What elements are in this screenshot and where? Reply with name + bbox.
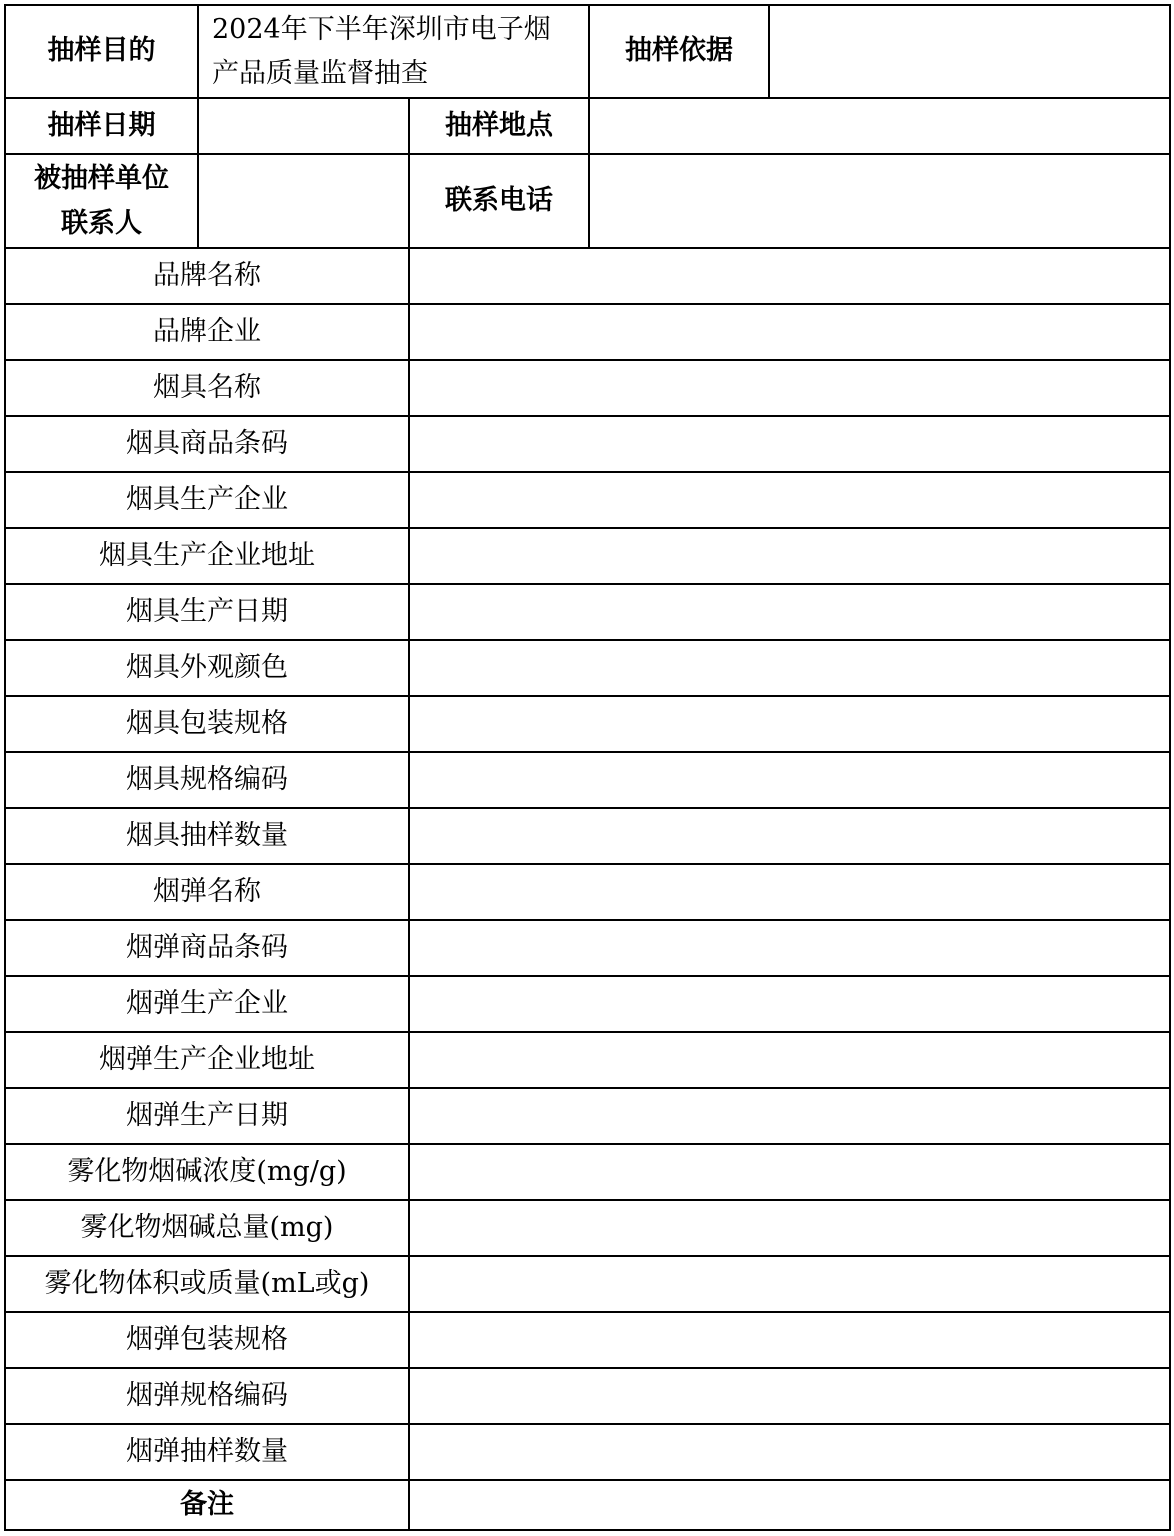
row-cartridge-manufacturer <box>6 977 1169 1033</box>
aerosol-volume-or-mass-label: 雾化物体积或质量(mL或g) <box>6 1257 410 1311</box>
cartridge-package-spec-value <box>410 1313 1169 1367</box>
device-manufacturer-address-label: 烟具生产企业地址 <box>6 529 410 583</box>
device-spec-code-label: 烟具规格编码 <box>6 753 410 807</box>
brand-company-label: 品牌企业 <box>6 305 410 359</box>
sampling-date-label: 抽样日期 <box>6 99 199 153</box>
sampling-basis-value <box>770 6 1169 97</box>
sampling-purpose-line: 2024年下半年深圳市电子烟 <box>212 13 551 45</box>
cartridge-manufacturer-label: 烟弹生产企业 <box>6 977 410 1031</box>
device-production-date-value <box>410 585 1169 639</box>
device-sample-quantity-label: 烟具抽样数量 <box>6 809 410 863</box>
sampled-unit-contact-label-line: 被抽样单位 <box>34 163 169 194</box>
brand-company-value <box>410 305 1169 359</box>
cartridge-spec-code-label: 烟弹规格编码 <box>6 1369 410 1423</box>
remarks-value <box>410 1481 1169 1529</box>
device-spec-code-value <box>410 753 1169 807</box>
device-manufacturer-value <box>410 473 1169 527</box>
sampling-location-label: 抽样地点 <box>410 99 590 153</box>
device-production-date-label: 烟具生产日期 <box>6 585 410 639</box>
row-aerosol-nicotine-concentration <box>6 1145 1169 1201</box>
device-manufacturer-label: 烟具生产企业 <box>6 473 410 527</box>
row-cartridge-name <box>6 865 1169 921</box>
brand-name-value <box>410 249 1169 303</box>
row-aerosol-nicotine-total <box>6 1201 1169 1257</box>
row-brand-name <box>6 249 1169 305</box>
sampled-unit-contact-label <box>6 155 199 247</box>
aerosol-nicotine-total-value <box>410 1201 1169 1255</box>
row-device-sample-quantity <box>6 809 1169 865</box>
row-remarks <box>6 1481 1169 1529</box>
cartridge-manufacturer-address-value <box>410 1033 1169 1087</box>
sampling-location-value <box>590 99 1169 153</box>
row-device-manufacturer <box>6 473 1169 529</box>
cartridge-name-label: 烟弹名称 <box>6 865 410 919</box>
row-cartridge-barcode <box>6 921 1169 977</box>
cartridge-name-value <box>410 865 1169 919</box>
row-cartridge-sample-quantity <box>6 1425 1169 1481</box>
contact-phone-label: 联系电话 <box>410 155 590 247</box>
cartridge-sample-quantity-label: 烟弹抽样数量 <box>6 1425 410 1479</box>
device-name-value <box>410 361 1169 415</box>
sampling-date-value <box>199 99 410 153</box>
row-contact-phone <box>6 155 1169 249</box>
device-barcode-label: 烟具商品条码 <box>6 417 410 471</box>
row-device-name <box>6 361 1169 417</box>
row-cartridge-package-spec <box>6 1313 1169 1369</box>
aerosol-nicotine-concentration-value <box>410 1145 1169 1199</box>
row-device-package-spec <box>6 697 1169 753</box>
device-color-value <box>410 641 1169 695</box>
cartridge-manufacturer-value <box>410 977 1169 1031</box>
sampling-form-table <box>4 4 1171 1531</box>
row-device-production-date <box>6 585 1169 641</box>
contact-phone-value <box>590 155 1169 247</box>
cartridge-barcode-label: 烟弹商品条码 <box>6 921 410 975</box>
sampled-unit-contact-value <box>199 155 410 247</box>
cartridge-manufacturer-address-label: 烟弹生产企业地址 <box>6 1033 410 1087</box>
sampling-basis-label: 抽样依据 <box>590 6 770 97</box>
row-cartridge-spec-code <box>6 1369 1169 1425</box>
device-barcode-value <box>410 417 1169 471</box>
sampling-purpose-text <box>212 8 551 96</box>
row-device-barcode <box>6 417 1169 473</box>
sampling-purpose-line: 产品质量监督抽查 <box>212 57 428 89</box>
row-sampling-purpose <box>6 6 1169 99</box>
aerosol-nicotine-concentration-label: 雾化物烟碱浓度(mg/g) <box>6 1145 410 1199</box>
row-cartridge-manufacturer-address <box>6 1033 1169 1089</box>
device-manufacturer-address-value <box>410 529 1169 583</box>
cartridge-package-spec-label: 烟弹包装规格 <box>6 1313 410 1367</box>
aerosol-volume-or-mass-value <box>410 1257 1169 1311</box>
device-color-label: 烟具外观颜色 <box>6 641 410 695</box>
sampled-unit-contact-label-line: 联系人 <box>61 208 142 239</box>
device-package-spec-label: 烟具包装规格 <box>6 697 410 751</box>
row-aerosol-volume-or-mass <box>6 1257 1169 1313</box>
row-brand-company <box>6 305 1169 361</box>
device-name-label: 烟具名称 <box>6 361 410 415</box>
device-sample-quantity-value <box>410 809 1169 863</box>
cartridge-barcode-value <box>410 921 1169 975</box>
row-cartridge-production-date <box>6 1089 1169 1145</box>
row-sampling-date-location <box>6 99 1169 155</box>
device-package-spec-value <box>410 697 1169 751</box>
cartridge-production-date-label: 烟弹生产日期 <box>6 1089 410 1143</box>
cartridge-spec-code-value <box>410 1369 1169 1423</box>
row-device-spec-code <box>6 753 1169 809</box>
cartridge-sample-quantity-value <box>410 1425 1169 1479</box>
aerosol-nicotine-total-label: 雾化物烟碱总量(mg) <box>6 1201 410 1255</box>
sampling-purpose-value <box>199 6 590 97</box>
row-device-color <box>6 641 1169 697</box>
sampling-purpose-label: 抽样目的 <box>6 6 199 97</box>
cartridge-production-date-value <box>410 1089 1169 1143</box>
row-device-manufacturer-address <box>6 529 1169 585</box>
remarks-label: 备注 <box>6 1481 410 1529</box>
brand-name-label: 品牌名称 <box>6 249 410 303</box>
